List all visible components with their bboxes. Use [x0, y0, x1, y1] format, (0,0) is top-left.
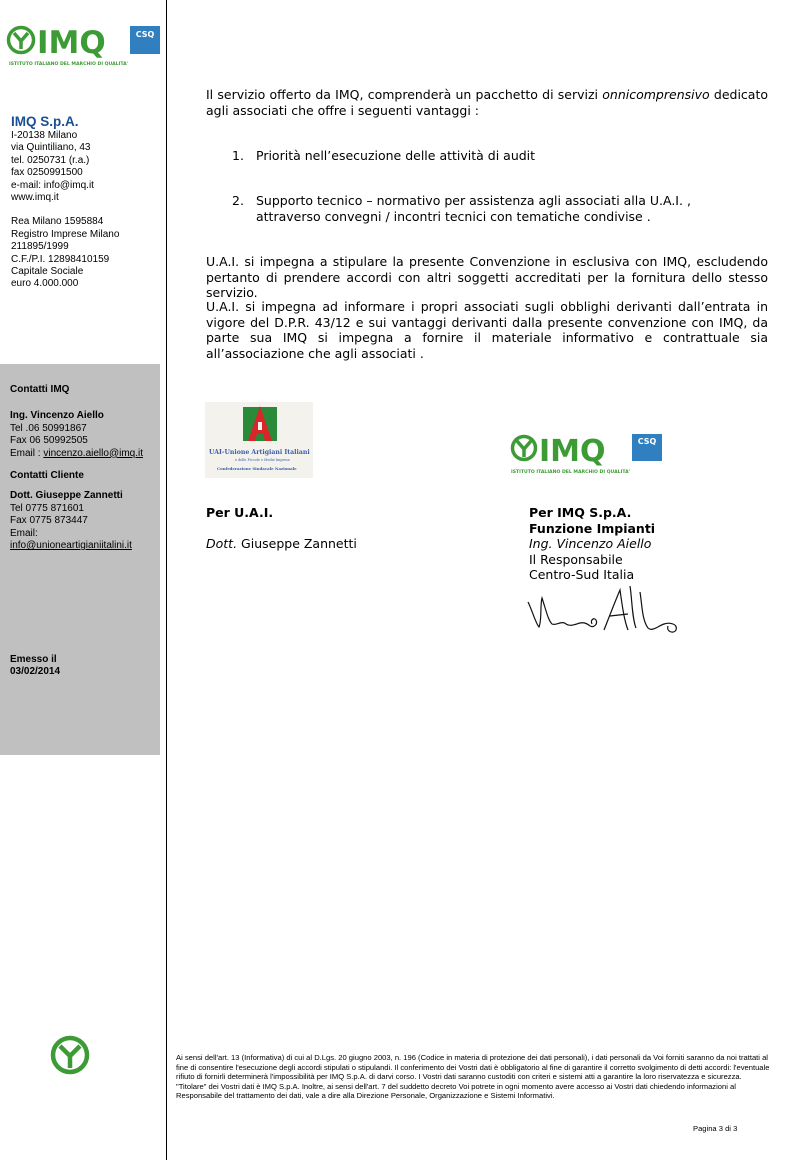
sidebar-company-info — [11, 114, 119, 291]
signature-left-prefix: Dott. — [206, 535, 238, 551]
address-line: www.imq.it — [11, 192, 59, 204]
registry-line: 211895/1999 — [11, 241, 69, 253]
list-text: attraverso convegni / incontri tecnici con tematiche condivise . — [256, 208, 651, 224]
contacts-panel-content — [10, 384, 143, 552]
imq-logo-brand: IMQ — [37, 25, 106, 61]
signature-left — [206, 505, 357, 551]
handwritten-signature-graphic — [524, 580, 684, 638]
company-name: IMQ S.p.A. — [11, 114, 79, 129]
address-line: via Quintiliano, 43 — [11, 142, 91, 154]
page-number: Pagina 3 di 3 — [693, 1124, 738, 1133]
address-line: tel. 0250731 (r.a.) — [11, 154, 90, 166]
uai-logo-title: UAI-Unione Artigiani Italiani — [209, 449, 310, 456]
imq-logo-signature — [508, 430, 664, 476]
signature-right-title: Per IMQ S.p.A. — [529, 505, 632, 520]
registry-line: C.F./P.I. 12898410159 — [11, 253, 110, 265]
imq-logo-signature-badge: CSQ — [637, 437, 657, 446]
uai-logo-graphic — [205, 402, 313, 478]
list-text: Supporto tecnico – normativo per assistenza agli associati alla U.A.I. , — [256, 193, 691, 208]
issued-label: Emesso il — [10, 654, 57, 665]
imq-logo-signature-tagline: ISTITUTO ITALIANO DEL MARCHIO DI QUALITA' — [511, 470, 631, 475]
uai-logo-subtitle: e delle Piccole e Medie Imprese — [235, 458, 290, 462]
information-paragraph: U.A.I. si impegna ad informare i propri associati sugli obblighi derivanti dall’entrata in vigore del D.P.R. 43/12 e sui vantaggi derivanti dalla presente convenzione con IMQ, da parte sua IMQ si impegna a fornire il materiale informativo e contrattuale sia all’associazione che agli associati . — [206, 299, 768, 361]
uai-logo — [205, 402, 313, 478]
intro-italic: onnicomprensivo — [602, 87, 710, 102]
uai-logo-confederation: Confederazione Sindacale Nazionale — [217, 466, 297, 471]
list-text: Priorità nell’esecuzione delle attività di audit — [256, 148, 536, 163]
privacy-notice: Ai sensi dell'art. 13 (Informativa) di cui al D.Lgs. 20 giugno 2003, n. 196 (Codice in materia di protezione dei dati personali), i dati personali da Voi forniti saranno da noi trattati al fine di consentire l'esecuzione degli accordi stipulati o stipulandi. Il conferimento dei Vostri dati è obbligatorio al fine di garantire il corretto svolgimento di detti accordi: l'eventuale rifiuto di fornirli determinerà l'impossibilità per IMQ S.p.A. di darvi corso. I Vostri dati saranno custoditi con criteri e sistemi atti a garantire la loro riservatezza e sicurezza. "Titolare" dei Vostri dati è IMQ S.p.A. Inoltre, ai sensi dell'art. 7 del suddetto decreto Voi potrete in ogni momento avere accesso ai Vostri dati chiedendo informazioni al Responsabile del trattamento dei dati, vale a dire alla Direzione Personale, Organizzazione e Sistemi Informativi. — [176, 1053, 770, 1101]
signature-right-role: Il Responsabile — [529, 551, 623, 567]
imq-contact-email-label: Email : — [10, 447, 44, 459]
issued-block — [10, 654, 60, 679]
imq-logo-graphic — [6, 21, 162, 71]
list-number: 2. — [232, 193, 244, 208]
address-line: e-mail: info@imq.it — [11, 179, 94, 191]
intro-paragraph — [206, 87, 768, 118]
imq-contact-fax: Fax 06 50992505 — [10, 435, 88, 447]
imq-logo — [6, 21, 162, 71]
signature-left-title: Per U.A.I. — [206, 505, 274, 520]
signature-right-function: Funzione Impianti — [529, 520, 656, 536]
address-line: I-20138 Milano — [11, 130, 78, 141]
list-item — [232, 148, 536, 164]
handwritten-signature — [524, 580, 684, 638]
imq-logo-signature-brand: IMQ — [539, 434, 606, 469]
client-contact-tel: Tel 0775 871601 — [10, 502, 84, 514]
client-contact-name: Dott. Giuseppe Zannetti — [10, 490, 123, 502]
intro-text: Il servizio offerto da IMQ, comprenderà un pacchetto di servizi — [206, 87, 603, 102]
imq-logo-badge: CSQ — [135, 30, 155, 39]
signature-right — [529, 505, 655, 583]
client-contact-email-link[interactable]: info@unioneartigianiitalini.it — [10, 540, 132, 552]
signature-right-name: Ing. Vincenzo Aiello — [529, 536, 652, 551]
registry-line: Registro Imprese Milano — [11, 228, 120, 240]
imq-contact-name: Ing. Vincenzo Aiello — [10, 410, 104, 422]
signature-left-name-row — [206, 536, 357, 552]
registry-line: euro 4.000.000 — [11, 278, 79, 290]
contacts-client-heading: Contatti Cliente — [10, 470, 84, 482]
imq-logo-signature-graphic — [508, 430, 664, 476]
commitment-paragraph: U.A.I. si impegna a stipulare la presente Convenzione in esclusiva con IMQ, escludendo pertanto di prendere accordi con altri soggetti accreditati per la fornitura dello stesso servizio. — [206, 254, 768, 300]
imq-footer-icon-graphic — [50, 1035, 90, 1075]
issued-date: 03/02/2014 — [10, 666, 61, 678]
contacts-imq-heading: Contatti IMQ — [10, 384, 70, 395]
list-number: 1. — [232, 148, 244, 163]
imq-contact-email-link[interactable]: vincenzo.aiello@imq.it — [43, 447, 143, 459]
imq-contact-tel: Tel .06 50991867 — [10, 422, 87, 434]
signature-left-name: Giuseppe Zannetti — [237, 535, 357, 551]
imq-footer-icon — [50, 1035, 90, 1075]
intro-text-end: dedicato agli associati che offre i seguenti vantaggi : — [206, 87, 768, 118]
signature-right-area: Centro-Sud Italia — [529, 567, 635, 582]
client-contact-fax: Fax 0775 873447 — [10, 515, 88, 527]
imq-contact-email-row — [10, 448, 143, 460]
registry-line: Rea Milano 1595884 — [11, 216, 104, 228]
client-contact-email-label: Email: — [10, 527, 38, 539]
vertical-divider — [166, 0, 167, 1160]
address-line: fax 0250991500 — [11, 167, 83, 179]
registry-line: Capitale Sociale — [11, 266, 84, 278]
imq-logo-tagline: ISTITUTO ITALIANO DEL MARCHIO DI QUALITA' — [9, 62, 129, 67]
list-item — [232, 193, 691, 224]
